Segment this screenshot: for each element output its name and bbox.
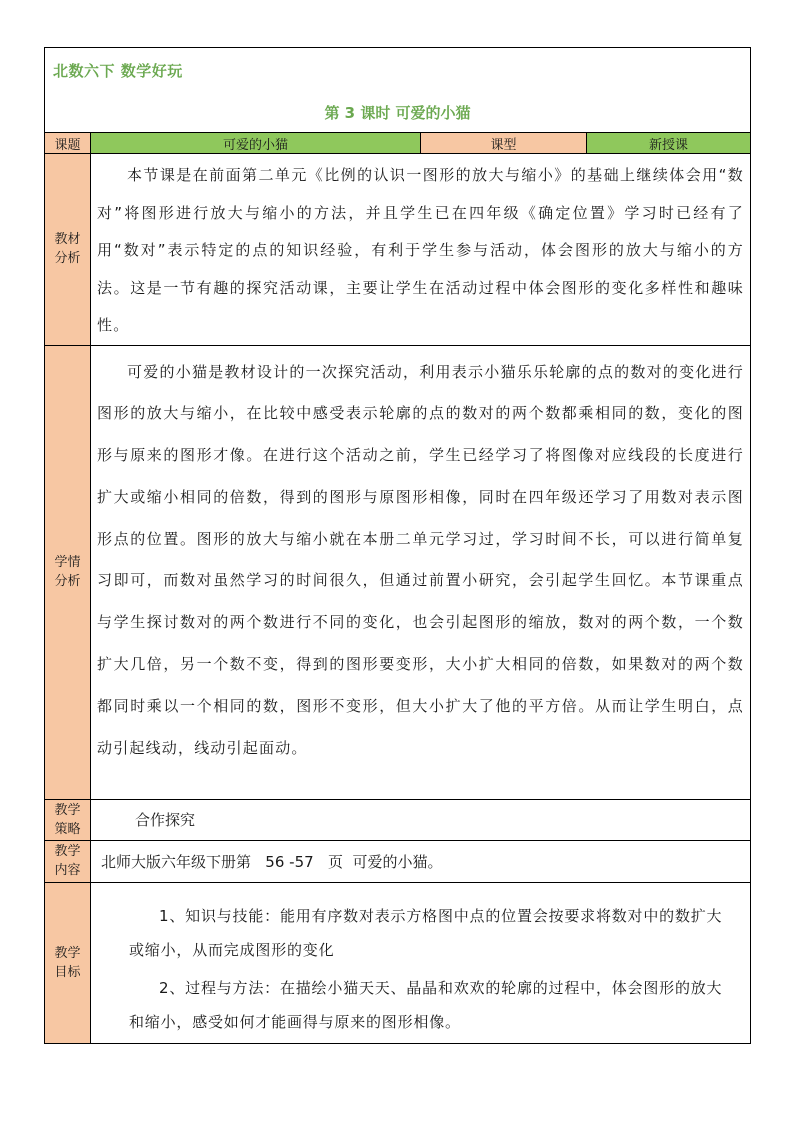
student-analysis-row <box>45 345 751 799</box>
material-analysis-row <box>45 154 751 346</box>
material-analysis-label <box>45 154 91 346</box>
goal-item-1: 1、知识与技能：能用有序数对表示方格图中点的位置会按要求将数对中的数扩大或缩小，从而完成图形的变化 <box>129 906 723 959</box>
material-analysis-text: 本节课是在前面第二单元《比例的认识一图形的放大与缩小》的基础上继续体会用“数对”将图形进行放大与缩小的方法，并且学生已在四年级《确定位置》学习时已经有了用“数对”表示特定的点的知识经验，有利于学生参与活动，体会图形的放大与缩小的方法。这是一节有趣的探究活动课，主要让学生在活动过程中体会图形的变化多样性和趣味性。 <box>97 166 744 334</box>
student-analysis-label <box>45 345 91 799</box>
type-value: 新授课 <box>587 133 751 154</box>
goals-label-text: 教学目标 <box>54 945 81 980</box>
strategy-label <box>45 799 91 840</box>
goals-cell <box>91 882 751 1043</box>
material-analysis-label-text: 教材分析 <box>54 232 81 267</box>
lesson-title: 第 3 课时 可爱的小猫 <box>324 104 471 122</box>
goals-row <box>45 882 751 1043</box>
content-label <box>45 840 91 882</box>
student-analysis-cell <box>91 345 751 799</box>
student-analysis-text: 可爱的小猫是教材设计的一次探究活动，利用表示小猫乐乐轮廓的点的数对的变化进行图形的放大与缩小，在比较中感受表示轮廓的点的数对的两个数都乘相同的数，变化的图形与原来的图形才像。在进行这个活动之前，学生已经学习了将图像对应线段的长度进行扩大或缩小相同的倍数，得到的图形与原图形相像，同时在四年级还学习了用数对表示图形点的位置。图形的放大与缩小就在本册二单元学习过，学习时间不长，可以进行简单复习即可，而数对虽然学习的时间很久，但通过前置小研究，会引起学生回忆。本节课重点与学生探讨数对的两个数进行不同的变化，也会引起图形的缩放，数对的两个数，一个数扩大几倍，另一个数不变，得到的图形要变形，大小扩大相同的倍数，如果数对的两个数都同时乘以一个相同的数，图形不变形，但大小扩大了他的平方倍。从而让学生明白，点动引起线动，线动引起面动。 <box>97 362 744 757</box>
header-row <box>45 48 751 133</box>
content-row <box>45 840 751 882</box>
lesson-plan-page <box>44 47 750 1044</box>
material-analysis-cell <box>91 154 751 346</box>
content-label-text: 教学内容 <box>54 844 81 878</box>
lesson-plan-table <box>44 47 751 1044</box>
topic-value: 可爱的小猫 <box>91 133 421 154</box>
topic-label: 课题 <box>45 133 91 154</box>
strategy-row <box>45 799 751 840</box>
goal-item-2: 2、过程与方法：在描绘小猫天天、晶晶和欢欢的轮廓的过程中，体会图形的放大和缩小，感受如何才能画得与原来的图形相像。 <box>129 978 723 1031</box>
header-cell <box>45 48 751 133</box>
series-title: 北数六下 数学好玩 <box>53 62 183 80</box>
content-value: 北师大版六年级下册第 56 -57 页 可爱的小猫。 <box>91 840 751 882</box>
strategy-value: 合作探究 <box>91 799 751 840</box>
student-analysis-label-text: 学情分析 <box>54 555 81 589</box>
goals-label <box>45 882 91 1043</box>
strategy-label-text: 教学策略 <box>54 802 81 837</box>
info-row <box>45 133 751 154</box>
type-label: 课型 <box>421 133 587 154</box>
